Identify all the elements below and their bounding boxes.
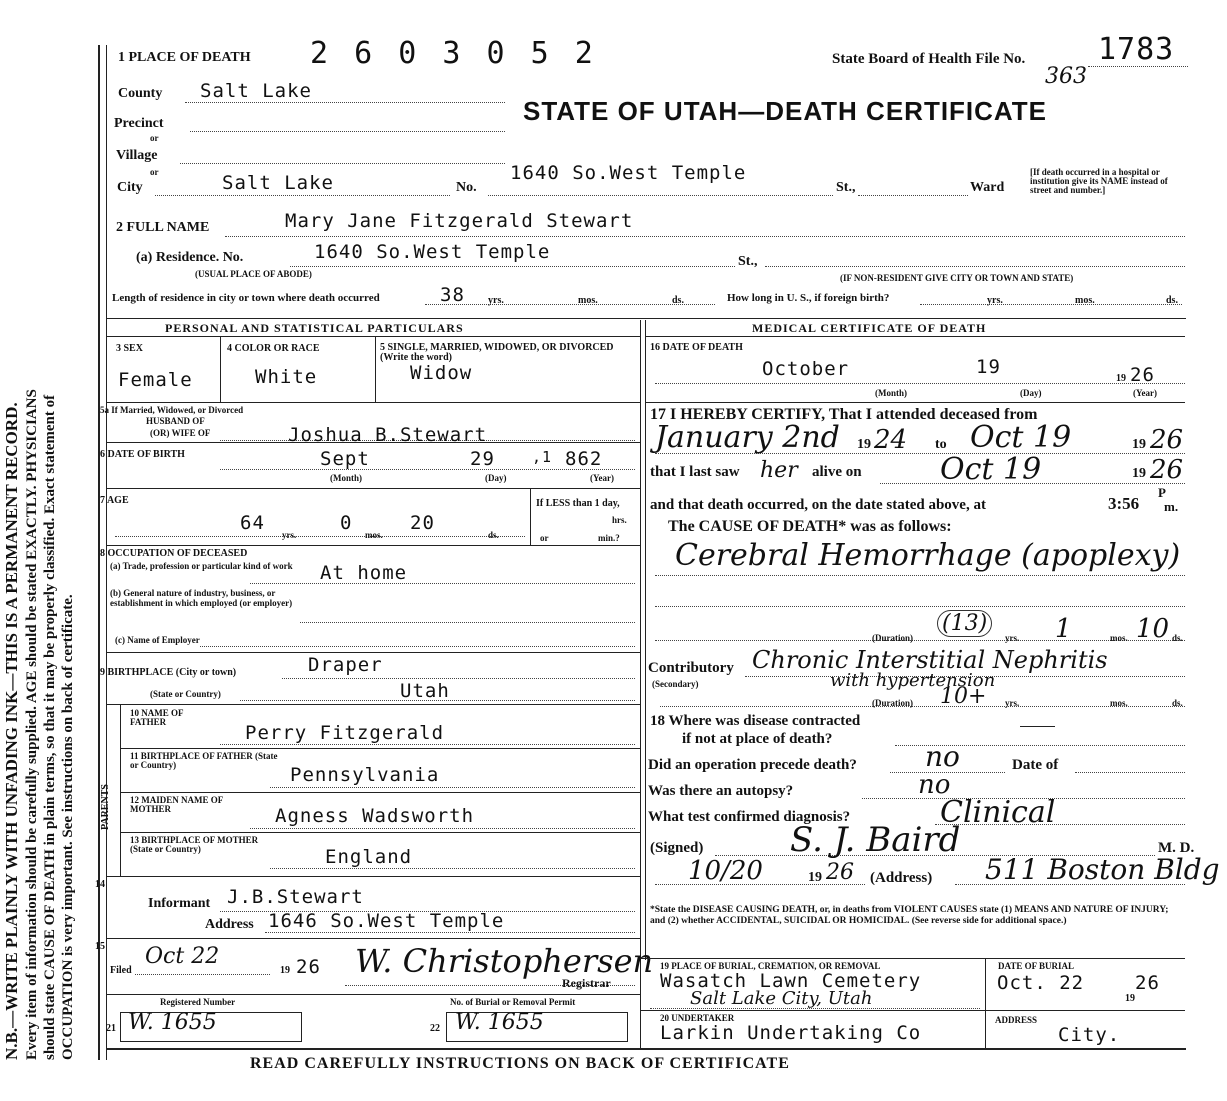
operation-label: Did an operation precede death?: [648, 757, 857, 773]
city-value: Salt Lake: [222, 172, 334, 194]
undertaker-address-label: ADDRESS: [995, 1015, 1038, 1025]
md-label: M. D.: [1158, 840, 1195, 856]
disease-contracted-label: 18 Where was disease contracted: [650, 713, 861, 729]
mother-value: Agness Wadsworth: [275, 805, 475, 827]
non-resident-caption: (IF NON-RESIDENT GIVE CITY OR TOWN AND STATE): [840, 273, 1074, 283]
occupation-label: 8 OCCUPATION OF DECEASED: [100, 548, 248, 559]
occupation-value: At home: [320, 562, 408, 584]
from-year-prefix: 19: [857, 437, 871, 452]
death-month-caption: (Month): [875, 388, 907, 398]
duration2-ds-caption: ds.: [1172, 698, 1183, 708]
full-name-value: Mary Jane Fitzgerald Stewart: [285, 210, 634, 232]
certify-label: 17 I HEREBY CERTIFY, That I attended deceased from: [650, 406, 1038, 423]
bottom-border: [106, 1048, 1186, 1050]
place-of-death-label: 1 PLACE OF DEATH: [118, 50, 251, 65]
side-instruction-line4: OCCUPATION is very important. See instructions on back of certificate.: [60, 594, 76, 1060]
us-residence-label: How long in U. S., if foreign birth?: [727, 292, 890, 304]
alive-on-label: alive on: [812, 464, 862, 480]
personal-section-heading: PERSONAL AND STATISTICAL PARTICULARS: [165, 321, 464, 335]
sex-label: 3 SEX: [116, 343, 143, 354]
death-month: October: [762, 358, 850, 380]
burial-place-label: 19 PLACE OF BURIAL, CREMATION, OR REMOVAL: [660, 961, 881, 971]
dob-label: 6 DATE OF BIRTH: [100, 449, 185, 460]
to-label: to: [935, 437, 947, 452]
duration-days: 10: [1136, 614, 1170, 644]
center-divider-2: [645, 320, 646, 960]
duration-months: 1: [1055, 614, 1072, 644]
ward-label: Ward: [970, 180, 1005, 195]
file-number-sub: 363: [1045, 64, 1087, 89]
operation-value: no: [925, 740, 960, 773]
registrar-label: Registrar: [562, 976, 611, 990]
date-of-death-label: 16 DATE OF DEATH: [650, 342, 743, 353]
alive-year-prefix: 19: [1132, 466, 1146, 481]
birthplace-label: 9 BIRTHPLACE (City or town): [100, 667, 237, 678]
hrs-caption: hrs.: [612, 515, 627, 525]
field-22-number: 22: [430, 1023, 440, 1034]
to-year-prefix: 19: [1132, 437, 1146, 452]
death-day: 19: [976, 356, 1001, 378]
duration-label: (Duration): [872, 633, 913, 643]
hospital-note: [If death occurred in a hospital or institution give its NAME instead of street and number.]: [1030, 167, 1168, 195]
mother-label: 12 MAIDEN NAME OF MOTHER: [130, 795, 223, 814]
burial-date-label: DATE OF BURIAL: [998, 961, 1075, 971]
duration-years: (13): [937, 610, 992, 637]
side-instruction-line2: Every item of information should be carefully supplied. AGE should be stated EXACTLY. PHYSICIANS: [24, 389, 40, 1060]
city-label: City: [117, 180, 143, 195]
age-ds-caption: ds.: [488, 530, 499, 540]
length-residence-label: Length of residence in city or town where death occurred: [112, 292, 380, 304]
section-15-number: 15: [95, 941, 105, 952]
contributory-cause-2: with hypertension: [830, 670, 996, 691]
duration-yrs-caption: yrs.: [1005, 633, 1020, 643]
us-mos: mos.: [1075, 295, 1095, 306]
father-label: 10 NAME OF FATHER: [130, 708, 184, 727]
filed-label: Filed: [110, 965, 132, 976]
side-instruction-line3: should state CAUSE OF DEATH in plain terms, so that it may be properly classified. Exact statement of: [42, 394, 58, 1060]
min-caption: min.?: [598, 533, 620, 543]
diagnosis-test-label: What test confirmed diagnosis?: [648, 809, 851, 825]
full-name-label: 2 FULL NAME: [116, 220, 210, 235]
or-min-caption: or: [540, 533, 549, 543]
certificate-number: 2 6 0 3 0 5 2: [310, 36, 597, 71]
side-instruction-line1: N.B.—WRITE PLAINLY WITH UNFADING INK—THIS IS A PERMANENT RECORD.: [2, 402, 21, 1060]
duration-mos-caption: mos.: [1110, 633, 1128, 643]
section-14-number: 14: [95, 879, 105, 890]
spouse-value: Joshua B.Stewart: [288, 424, 488, 446]
length-ds: ds.: [672, 295, 684, 306]
death-year: 26: [1130, 364, 1155, 386]
attended-to-year: 26: [1150, 425, 1184, 455]
attended-to-date: Oct 19: [970, 420, 1072, 455]
occupation-b-label: (b) General nature of industry, business, or establishment in which employed (or employer): [110, 588, 293, 608]
signature-year-prefix: 19: [808, 870, 822, 885]
date-of-label: Date of: [1012, 757, 1059, 773]
informant-label: Informant: [148, 896, 211, 911]
usual-abode-caption: (USUAL PLACE OF ABODE): [195, 269, 312, 279]
father-birthplace-label: 11 BIRTHPLACE OF FATHER (State or Country): [130, 751, 278, 770]
last-saw-label: that I last saw: [650, 464, 740, 480]
color-label: 4 COLOR OR RACE: [227, 343, 320, 354]
undertaker-label: 20 UNDERTAKER: [660, 1013, 735, 1023]
age-years: 64: [240, 512, 265, 534]
medical-section-heading: MEDICAL CERTIFICATE OF DEATH: [752, 321, 987, 335]
duration2-yrs-caption: yrs.: [1005, 698, 1020, 708]
death-year-prefix: 19: [1116, 373, 1126, 384]
footer-instructions: READ CAREFULLY INSTRUCTIONS ON BACK OF CERTIFICATE: [250, 1055, 790, 1072]
mother-birthplace-label: 13 BIRTHPLACE OF MOTHER (State or Country): [130, 835, 259, 854]
file-number-label: State Board of Health File No.: [832, 51, 1026, 67]
autopsy-label: Was there an autopsy?: [648, 783, 794, 799]
street-label: St.,: [836, 180, 856, 195]
field-21-number: 21: [106, 1023, 116, 1034]
time-m-label: m.: [1164, 499, 1179, 514]
sex-value: Female: [118, 369, 193, 391]
time-pm-marker: P: [1158, 485, 1166, 500]
birthplace-state: Utah: [400, 680, 450, 702]
contributory-label: Contributory: [648, 660, 734, 676]
burial-year-prefix: 19: [1125, 993, 1135, 1004]
length-residence-value: 38: [440, 284, 465, 306]
father-value: Perry Fitzgerald: [245, 722, 445, 744]
signed-label: (Signed): [650, 840, 704, 856]
contributory-cause: Chronic Interstitial Nephritis: [752, 646, 1108, 674]
age-label: 7 AGE: [100, 495, 129, 506]
marital-label: 5 SINGLE, MARRIED, WIDOWED, OR DIVORCED (Write the word): [380, 342, 614, 363]
length-yrs: yrs.: [488, 295, 504, 306]
filed-year-prefix: 19: [280, 965, 290, 976]
color-value: White: [255, 366, 318, 388]
duration2-mos-caption: mos.: [1110, 698, 1128, 708]
cause-of-death-value: Cerebral Hemorrhage (apoplexy): [675, 538, 1181, 573]
section-divider: [106, 318, 1186, 319]
burial-permit-label: No. of Burial or Removal Permit: [450, 997, 576, 1007]
center-divider: [640, 320, 641, 1048]
residence-st-label: St.,: [738, 254, 758, 269]
precinct-label: Precinct: [114, 116, 164, 131]
dob-month-caption: (Month): [330, 473, 362, 483]
undertaker-address-value: City.: [1058, 1024, 1121, 1046]
spouse-label-1: 5a If Married, Widowed, or Divorced: [100, 405, 244, 415]
us-yrs: yrs.: [987, 295, 1003, 306]
autopsy-value: no: [918, 770, 951, 800]
residence-value: 1640 So.West Temple: [314, 241, 551, 263]
marital-value: Widow: [410, 362, 473, 384]
informant-address-label: Address: [205, 917, 254, 932]
filed-date: Oct 22: [145, 944, 220, 969]
attended-from-date: January 2nd: [655, 420, 840, 455]
signature-year: 26: [826, 860, 854, 885]
burial-place-value: Wasatch Lawn Cemetery: [660, 970, 922, 992]
dob-year-caption: (Year): [590, 473, 614, 483]
father-birthplace-value: Pennsylvania: [290, 764, 440, 786]
or-text-1: or: [150, 133, 159, 143]
street-number-label: No.: [456, 180, 477, 195]
file-number: 1783: [1098, 32, 1175, 67]
birthplace-state-label: (State or Country): [150, 689, 221, 699]
birthplace-city: Draper: [308, 654, 383, 676]
dob-year: 862: [565, 448, 603, 470]
time-of-death: 3:56: [1108, 494, 1140, 513]
county-label: County: [118, 86, 163, 101]
dob-day: 29: [470, 448, 495, 470]
dob-comma: ,1: [532, 448, 553, 466]
age-mos-caption: mos.: [365, 530, 383, 540]
burial-place-city: Salt Lake City, Utah: [690, 988, 873, 1009]
last-saw-date: Oct 19: [940, 452, 1042, 487]
undertaker-value: Larkin Undertaking Co: [660, 1022, 922, 1044]
death-day-caption: (Day): [1020, 388, 1042, 398]
cause-footnote: *State the DISEASE CAUSING DEATH, or, in deaths from VIOLENT CAUSES state (1) MEANS AND NATURE OF INJURY; and (2) whether ACCIDENTAL, SUICIDAL OR HOMICIDAL. (See reverse side for additional space.): [650, 905, 1169, 926]
occupation-a-label: (a) Trade, profession or particular kind of work: [110, 561, 293, 571]
spouse-label-3: (OR) WIFE OF: [150, 428, 211, 438]
burial-year: 26: [1135, 972, 1160, 994]
duration-ds-caption: ds.: [1172, 633, 1183, 643]
physician-address: 511 Boston Bldg: [985, 853, 1220, 886]
certificate-title: STATE OF UTAH—DEATH CERTIFICATE: [523, 96, 1047, 126]
physician-signature: S. J. Baird: [790, 820, 961, 860]
mother-birthplace-value: England: [325, 846, 413, 868]
spouse-label-2: HUSBAND OF: [146, 416, 205, 426]
or-text-2: or: [150, 167, 159, 177]
attended-from-year: 24: [874, 425, 908, 455]
length-mos: mos.: [578, 295, 598, 306]
dob-month: Sept: [320, 448, 370, 470]
registered-number-label: Registered Number: [160, 997, 236, 1007]
street-number-value: 1640 So.West Temple: [510, 162, 747, 184]
disease-contracted-label-2: if not at place of death?: [682, 731, 833, 747]
parents-label: PARENTS: [100, 784, 111, 830]
signature-date: 10/20: [688, 856, 763, 886]
last-saw-pronoun: her: [760, 458, 798, 483]
diagnosis-test-value: Clinical: [940, 795, 1056, 830]
duration2-label: (Duration): [872, 698, 913, 708]
filed-year: 26: [296, 956, 321, 978]
dob-day-caption: (Day): [485, 473, 507, 483]
age-yrs-caption: yrs.: [282, 530, 297, 540]
residence-label: (a) Residence. No.: [136, 250, 244, 265]
cause-label: The CAUSE OF DEATH* was as follows:: [668, 518, 952, 535]
duration2-years: 10+: [940, 684, 987, 709]
secondary-label: (Secondary): [652, 679, 699, 689]
village-label: Village: [116, 148, 158, 163]
less-than-day-label: If LESS than 1 day,: [536, 498, 620, 509]
registrar-signature: W. Christophersen: [355, 942, 654, 980]
burial-permit-value: W. 1655: [455, 1010, 544, 1035]
age-days: 20: [410, 512, 435, 534]
physician-address-label: (Address): [870, 870, 933, 886]
last-saw-year: 26: [1150, 455, 1184, 485]
burial-date-value: Oct. 22: [997, 972, 1085, 994]
death-year-caption: (Year): [1133, 388, 1157, 398]
county-value: Salt Lake: [200, 80, 312, 102]
employer-label: (c) Name of Employer: [115, 635, 200, 645]
us-ds: ds.: [1166, 295, 1178, 306]
registered-number-value: W. 1655: [128, 1010, 217, 1035]
informant-value: J.B.Stewart: [227, 886, 364, 908]
informant-address-value: 1646 So.West Temple: [268, 910, 505, 932]
death-occurred-label: and that death occurred, on the date stated above, at: [650, 497, 986, 513]
age-months: 0: [340, 512, 353, 534]
